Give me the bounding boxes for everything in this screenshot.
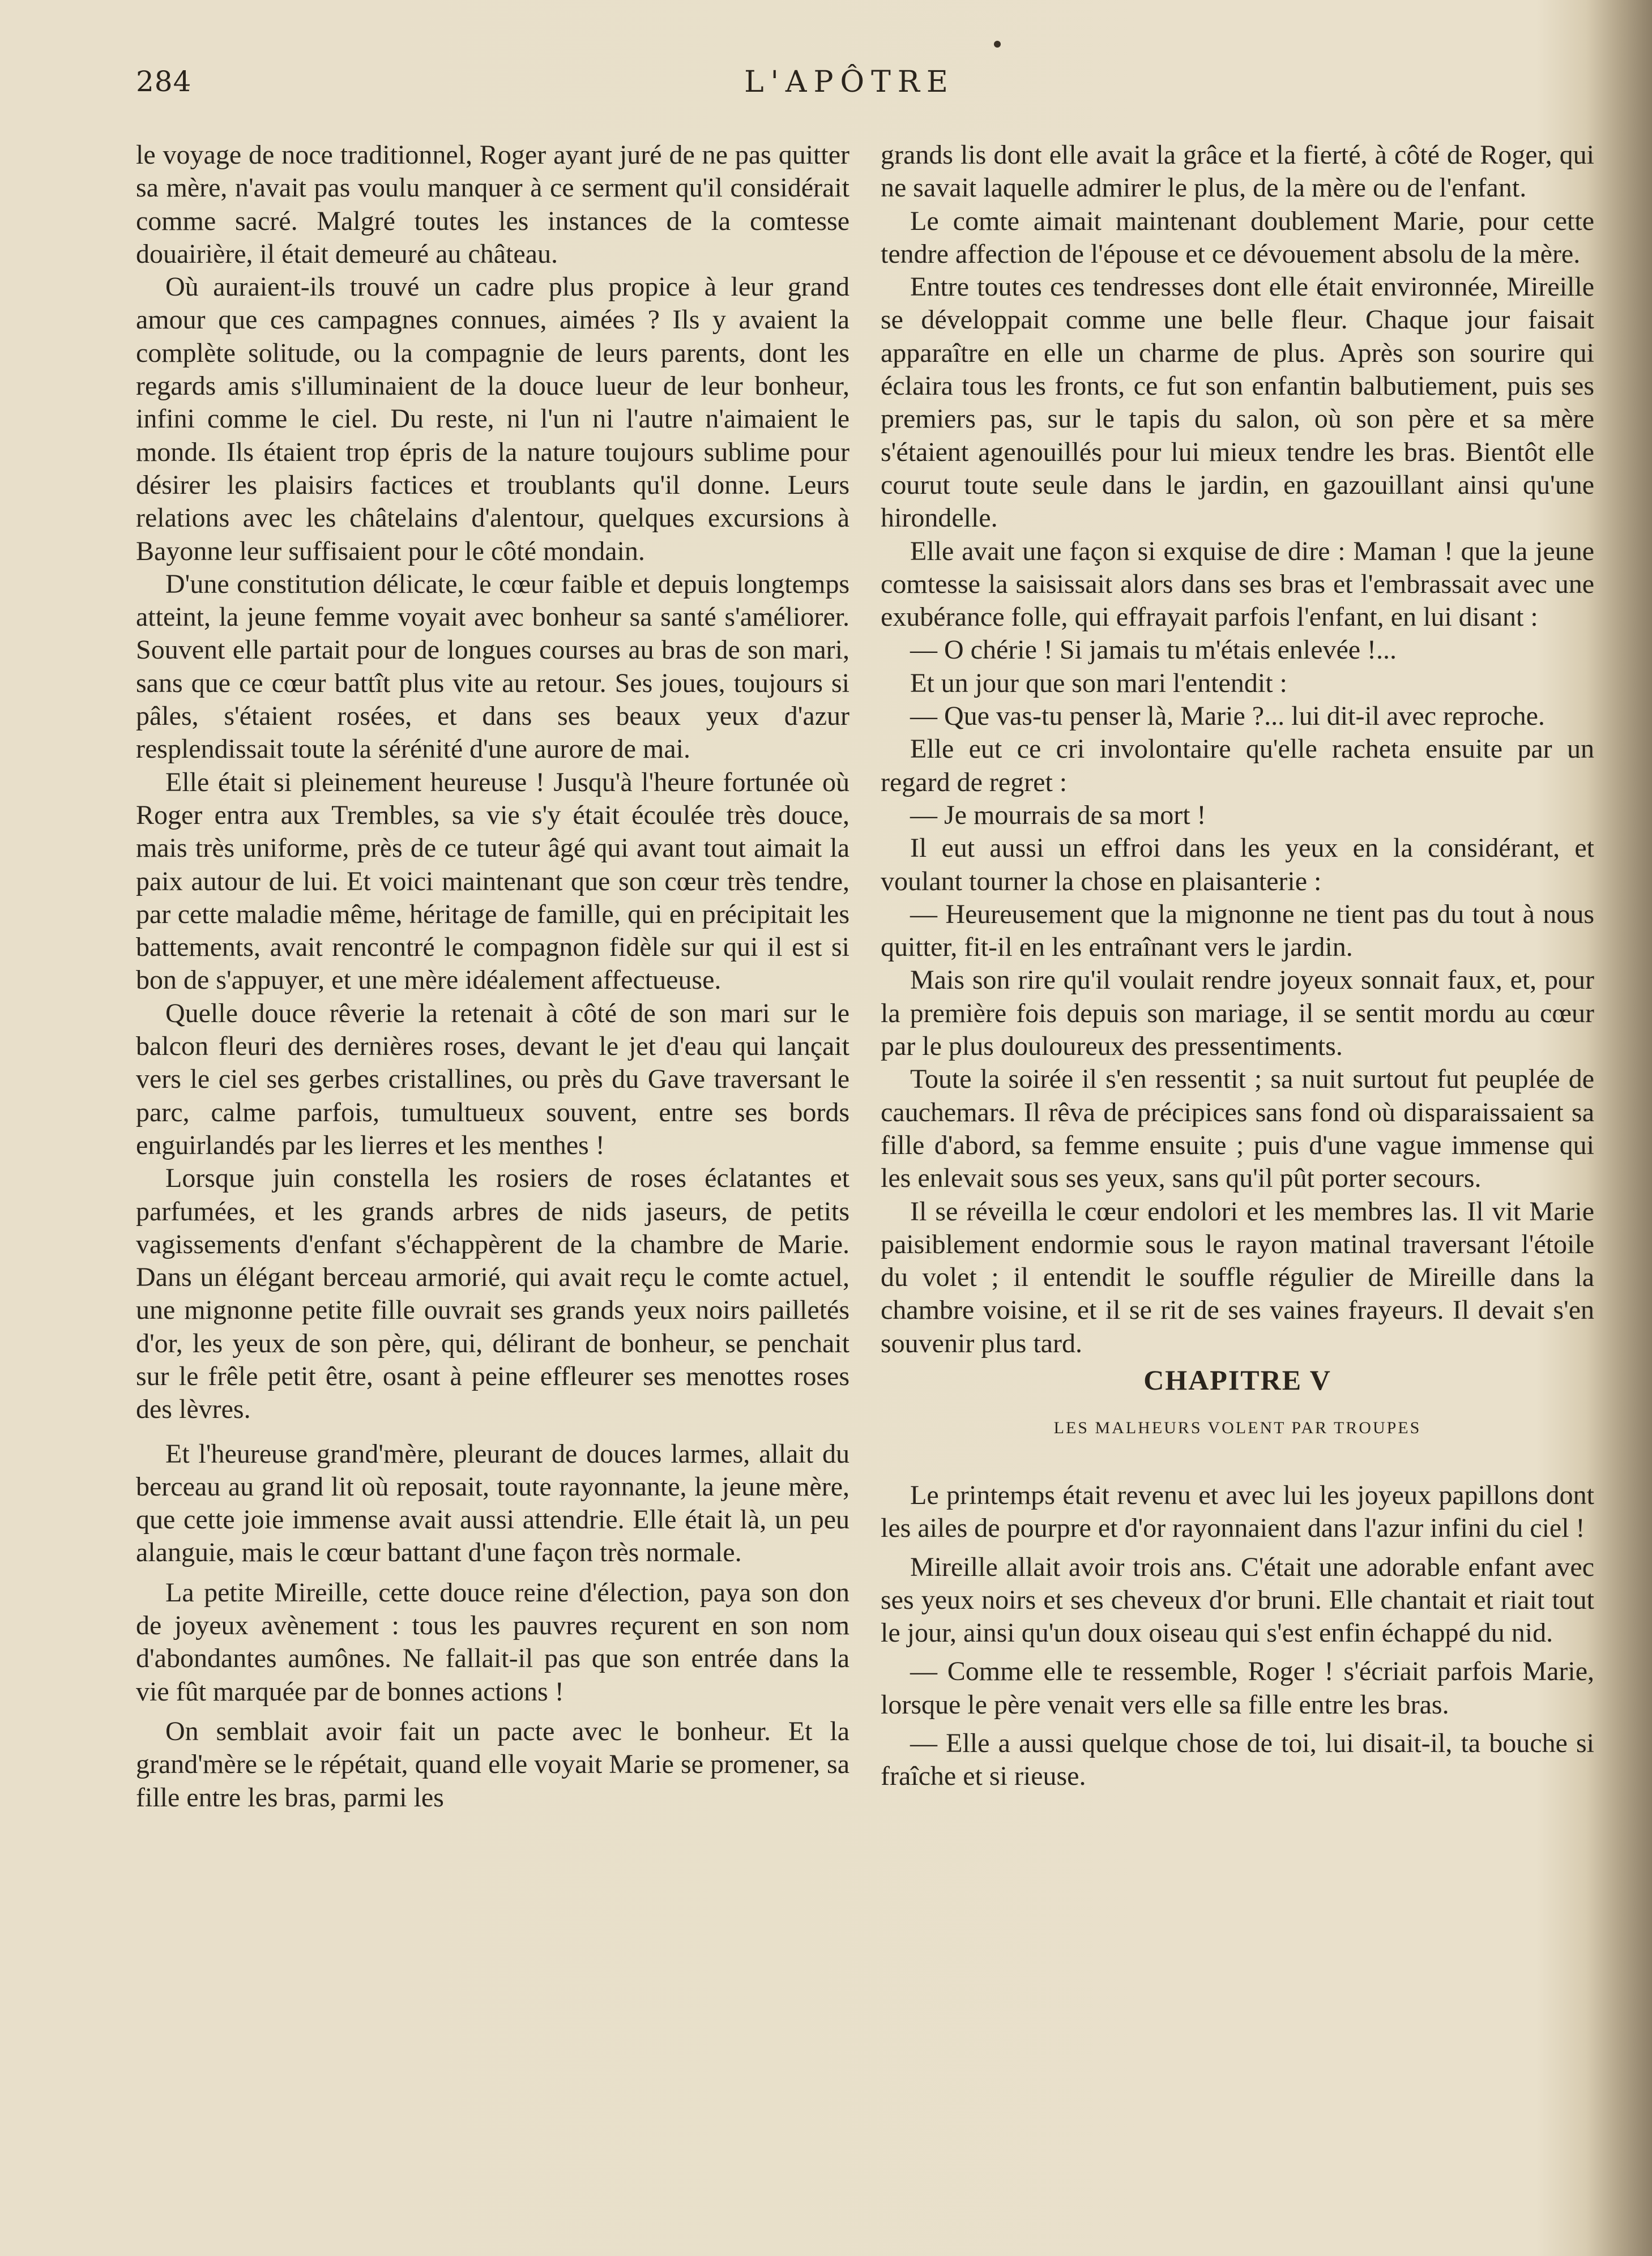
paragraph: Où auraient-ils trouvé un cadre plus propice à leur grand amour que ces campagnes connues, aimées ? Ils y avaient la complète solitude, ou la compagnie de leurs parents, dont les regards amis s'illuminaient de la douce lueur de leur bonheur, infini comme le ciel. Du reste, ni l'un ni l'autre n'aimaient le monde. Ils étaient trop épris de la nature toujours sublime pour désirer les plaisirs factices et troublants qu'il donne. Leurs relations avec les châtelains d'alentour, quelques excursions à Bayonne leur suffisaient pour le côté mondain. — [136, 272, 850, 566]
paragraph: Le printemps était revenu et avec lui les joyeux papillons dont les ailes de pourpre et d'or rayonnaient dans l'azur infini du ciel ! — [881, 1480, 1594, 1544]
paragraph: Lorsque juin constella les rosiers de roses éclatantes et parfumées, et les grands arbres de nids jaseurs, de petits vagissements d'enfant s'échappèrent de la chambre de Marie. Dans un élégant berceau armorié, qui avait reçu le comte actuel, une mignonne petite fille ouvrait ses grands yeux noirs pailletés d'or, les yeux de son père, qui, délirant de bonheur, se penchait sur le frêle petit être, osant à peine effleurer ses menottes roses des lèvres. — [136, 1163, 850, 1425]
dialogue-line: — O chérie ! Si jamais tu m'étais enlevée !... — [910, 635, 1397, 665]
page-number: 284 — [136, 65, 192, 98]
paragraph: Elle avait une façon si exquise de dire : Maman ! que la jeune comtesse la saisissait alors dans ses bras et l'embrassait avec une exubérance folle, qui effrayait parfois l'enfant, en lui disant : — [881, 536, 1594, 633]
dialogue-line: — Je mourrais de sa mort ! — [910, 800, 1206, 830]
paragraph: grands lis dont elle avait la grâce et la fierté, à côté de Roger, qui ne savait laquelle admirer le plus, de la mère ou de l'enfant. — [881, 140, 1594, 203]
running-title: L'APÔTRE — [744, 65, 955, 99]
paragraph: Elle eut ce cri involontaire qu'elle racheta ensuite par un regard de regret : — [881, 734, 1594, 797]
chapter-title: CHAPITRE V — [1143, 1364, 1331, 1396]
paragraph: Et l'heureuse grand'mère, pleurant de douces larmes, allait du berceau au grand lit où reposait, toute rayonnante, la jeune mère, que cette joie immense avait aussi attendrie. Elle était là, un peu alanguie, mais le cœur battant d'une façon très normale. — [136, 1438, 850, 1568]
paragraph: Il se réveilla le cœur endolori et les membres las. Il vit Marie paisiblement endormie sous le rayon matinal traversant l'étoile du volet ; il entendit le souffle régulier de Mireille dans la chambre voisine, et il se rit de ses vaines frayeurs. Il devait s'en souvenir plus tard. — [881, 1196, 1594, 1358]
dialogue-line: — Comme elle te ressemble, Roger ! s'écriait parfois Marie, lorsque le père venait vers elle sa fille entre les bras. — [881, 1656, 1594, 1720]
paragraph: le voyage de noce traditionnel, Roger ayant juré de ne pas quitter sa mère, n'avait pas voulu manquer à ce serment qu'il considérait comme sacré. Malgré toutes les instances de la comtesse douairière, il était demeuré au château. — [136, 140, 850, 269]
dialogue-line: — Elle a aussi quelque chose de toi, lui disait-il, ta bouche si fraîche et si rieuse. — [881, 1728, 1594, 1792]
paragraph: Quelle douce rêverie la retenait à côté de son mari sur le balcon fleuri des dernières roses, devant le jet d'eau qui lançait vers le ciel ses gerbes cristallines, ou près du Gave traversant le parc, calme parfois, tumultueux souvent, entre ses bords enguirlandés par les lierres et les menthes ! — [136, 998, 850, 1160]
paragraph: On semblait avoir fait un pacte avec le bonheur. Et la grand'mère se le répétait, quand elle voyait Marie se promener, sa fille entre les bras, parmi les — [136, 1716, 850, 1813]
dialogue-line: — Que vas-tu penser là, Marie ?... lui dit-il avec reproche. — [910, 701, 1545, 732]
paragraph: Elle était si pleinement heureuse ! Jusqu'à l'heure fortunée où Roger entra aux Trembles, sa vie s'y était écoulée très douce, mais très uniforme, près de ce tuteur âgé qui avant tout aimait la paix autour de lui. Et voici maintenant que son cœur très tendre, par cette maladie même, héritage de famille, qui en précipitait les battements, avait rencontré le compagnon fidèle sur qui il est si bon de s'appuyer, et une mère idéalement affectueuse. — [136, 767, 850, 995]
right-column — [881, 139, 1594, 1793]
paragraph: Le comte aimait maintenant doublement Marie, pour cette tendre affection de l'épouse et ce dévouement absolu de la mère. — [881, 206, 1594, 269]
paragraph: D'une constitution délicate, le cœur faible et depuis longtemps atteint, la jeune femme voyait avec bonheur sa santé s'améliorer. Souvent elle partait pour de longues courses au bras de son mari, sans que ce cœur battît plus vite au retour. Ses joues, toujours si pâles, s'étaient rosées, et dans ses beaux yeux d'azur resplendissait toute la sérénité d'une aurore de mai. — [136, 569, 850, 764]
paragraph: Il eut aussi un effroi dans les yeux en la considérant, et voulant tourner la chose en plaisanterie : — [881, 833, 1594, 896]
chapter-subtitle: LES MALHEURS VOLENT PAR TROUPES — [1053, 1418, 1422, 1437]
left-column — [136, 139, 850, 1814]
paragraph: Mireille allait avoir trois ans. C'était une adorable enfant avec ses yeux noirs et ses cheveux d'or bruni. Elle chantait et riait tout le jour, ainsi qu'un doux oiseau qui s'est enfin échappé du nid. — [881, 1552, 1594, 1648]
ink-dot — [994, 41, 1001, 48]
paragraph: La petite Mireille, cette douce reine d'élection, paya son don de joyeux avènement : tous les pauvres reçurent en son nom d'abondantes aumônes. Ne fallait-il pas que son entrée dans la vie fût marquée par de bonnes actions ! — [136, 1577, 850, 1707]
dialogue-line: — Heureusement que la mignonne ne tient pas du tout à nous quitter, fit-il en les entraînant vers le jardin. — [881, 899, 1594, 963]
paragraph: Entre toutes ces tendresses dont elle était environnée, Mireille se développait comme une belle fleur. Chaque jour faisait apparaître en elle un charme de plus. Après son sourire qui éclaira tous les fronts, ce fut son enfantin balbutiement, puis ses premiers pas, sur le tapis du salon, où son père et sa mère s'étaient agenouillés pour lui mieux tendre les bras. Bientôt elle courut toute seule dans le jardin, en gazouillant ainsi qu'une hirondelle. — [881, 272, 1594, 533]
paragraph: Et un jour que son mari l'entendit : — [910, 668, 1287, 698]
paragraph: Toute la soirée il s'en ressentit ; sa nuit surtout fut peuplée de cauchemars. Il rêva de précipices sans fond où disparaissaient sa fille d'abord, sa femme ensuite ; puis d'une vague immense qui les enlevait sous ses yeux, sans qu'il pût porter secours. — [881, 1064, 1594, 1194]
page-header — [136, 65, 1563, 110]
paragraph: Mais son rire qu'il voulait rendre joyeux sonnait faux, et, pour la première fois depuis son mariage, il se sentit mordu au cœur par le plus douloureux des pressentiments. — [881, 965, 1594, 1062]
